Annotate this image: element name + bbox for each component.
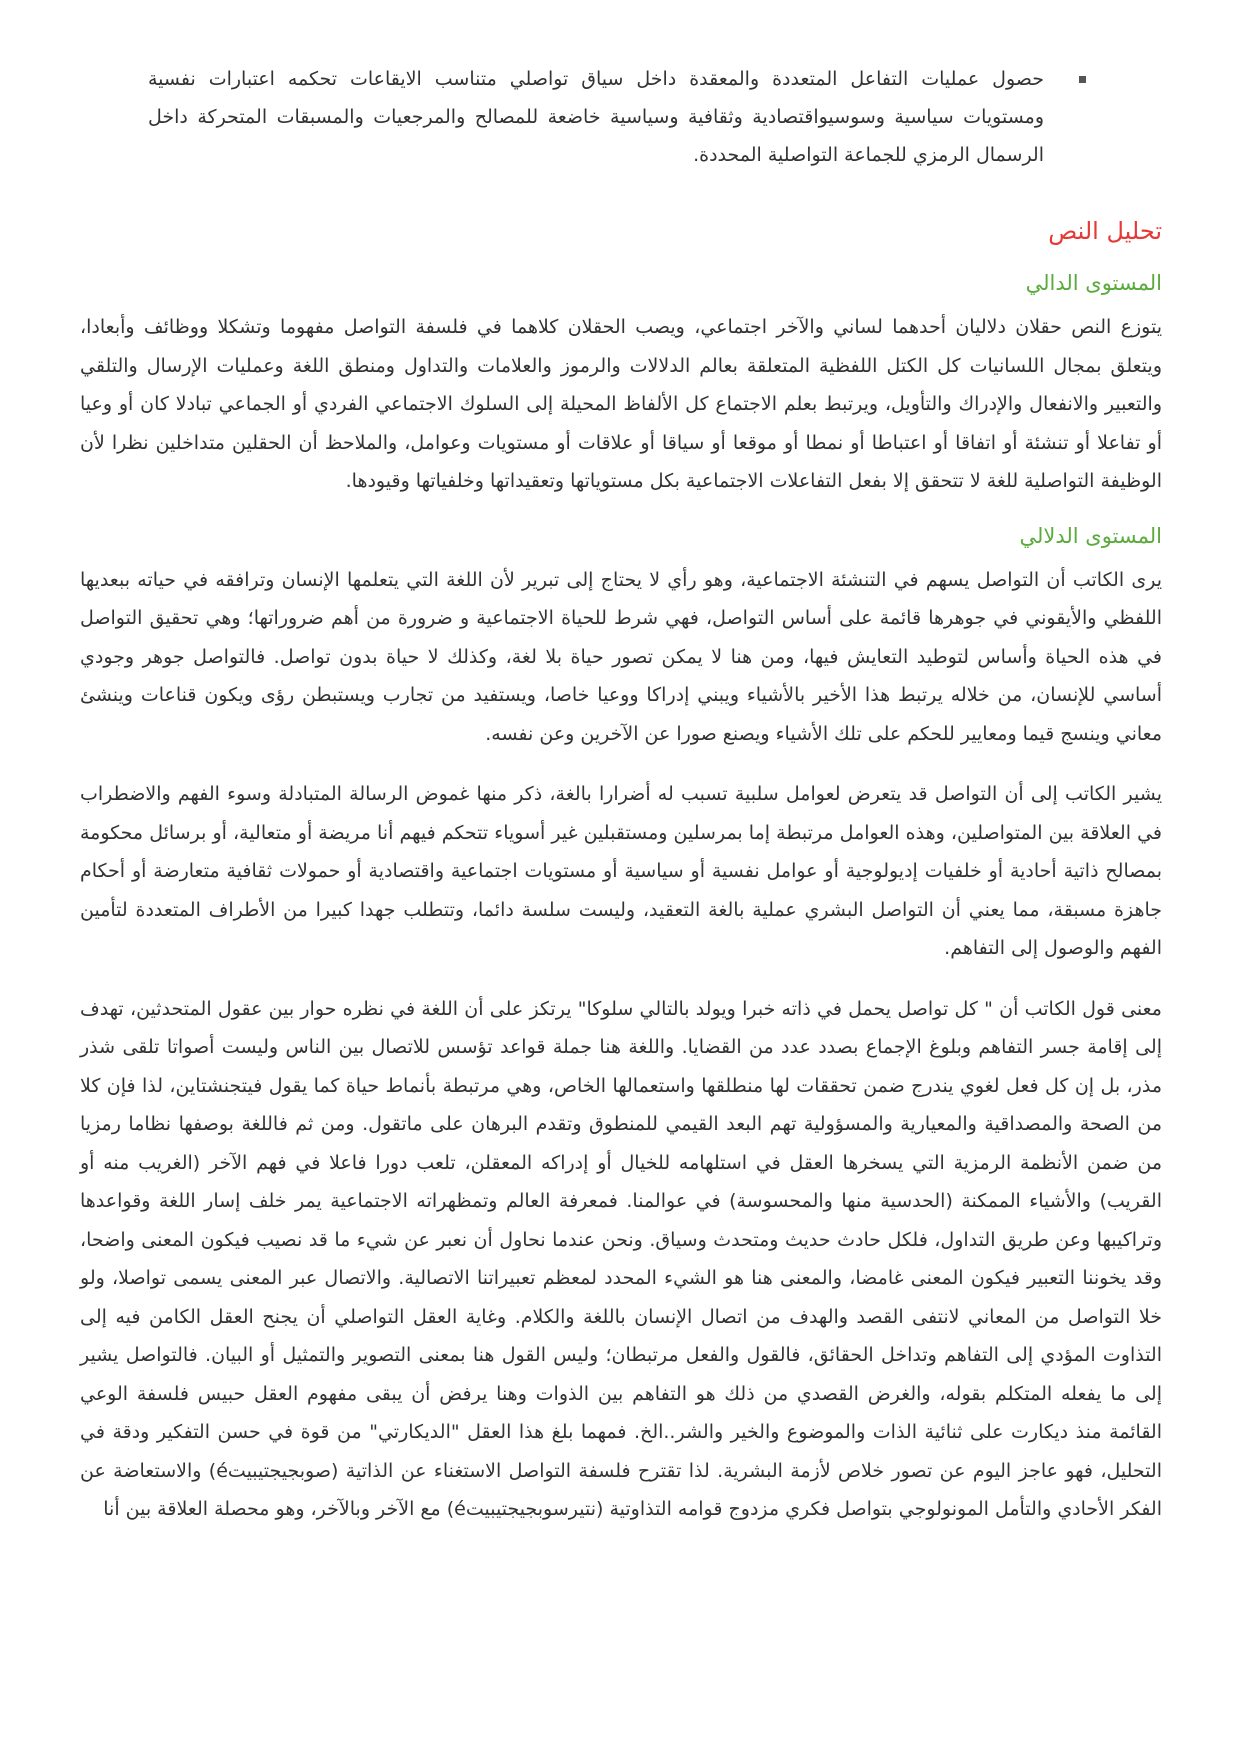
- subsection-title-semantic-level: المستوى الدلالي: [1019, 523, 1162, 548]
- paragraph: يتوزع النص حقلان دلاليان أحدهما لساني والآخر اجتماعي، ويصب الحقلان كلاهما في فلسفة التواصل مفهوما وتشكلا ووظائف وأبعادا، ويتعلق بمجال اللسانيات كل الكتل اللفظية المتعلقة بعالم الدلالات والرموز والعلامات والتداول ومنطق اللغة وعمليات الإرسال والتلقي والتعبير والانفعال والإدراك والتأويل، ويرتبط بعلم الاجتماع كل الألفاظ المحيلة إلى السلوك الاجتماعي الفردي أو الجماعي تبادلا كان أو وعيا أو تفاعلا أو تنشئة أو اتفاقا أو اعتباطا أو نمطا أو موقعا أو سياقا أو علاقات أو مستويات وعوامل، والملاحظ أن الحقلين متداخلين نظرا لأن الوظيفة التواصلية للغة لا تتحقق إلا بفعل التفاعلات الاجتماعية بكل مستوياتها وتعقيداتها وخلفياتها وقيودها.: [80, 316, 1162, 492]
- square-bullet-icon: [1079, 76, 1086, 83]
- paragraph: معنى قول الكاتب أن " كل تواصل يحمل في ذاته خبرا ويولد بالتالي سلوكا" يرتكز على أن اللغة في نظره حوار بين عقول المتحدثين، تهدف إلى إقامة جسر التفاهم وبلوغ الإجماع بصدد عدد من القضايا. واللغة هنا جملة قواعد تؤسس للاتصال بين الناس وليست أصواتا تلقى شذر مذر، بل إن كل فعل لغوي يندرج ضمن تحققات لها منطلقها واستعمالها الخاص، وهي مرتبطة بأنماط حياة كما يقول فيتجنشتاين، لذا فإن كلا من الصحة والمصداقية والمعيارية والمسؤولية تهم البعد القيمي للمنطوق وتقدم البرهان على ماتقول. ومن ثم فاللغة بوصفها نظاما رمزيا من ضمن الأنظمة الرمزية التي يسخرها العقل في استلهامه للخيال أو إدراكه المعقلن، تلعب دورا فاعلا في فهم الآخر (الغريب منه أو القريب) والأشياء الممكنة (الحدسية منها والمحسوسة) في عوالمنا. فمعرفة العالم وتمظهراته الاجتماعية يمر خلف إسار اللغة وقواعدها وتراكيبها وعن طريق التداول، فلكل حادث حديث ومتحدث وسياق. ونحن عندما نحاول أن نعبر عن شيء ما قد نصيب فيكون المعنى واضحا، وقد يخوننا التعبير فيكون المعنى غامضا، والمعنى هنا هو الشيء المحدد لمعظم تعبيراتنا الاتصالية. والاتصال عبر المعنى يسمى تواصلا، ولو خلا التواصل من المعاني لانتفى القصد والهدف من اتصال الإنسان باللغة والكلام. وغاية العقل التواصلي أن يجنح العقل الكامن فيه إلى التذاوت المؤدي إلى التفاهم وتداخل الحقائق، فالقول والفعل مرتبطان؛ وليس القول هنا بمعنى التصوير والتمثيل أو البيان. فالتواصل يشير إلى ما يفعله المتكلم بقوله، والغرض القصدي من ذلك هو التفاهم بين الذوات وهنا يرفض أن يبقى مفهوم العقل حبيس فلسفة الوعي القائمة منذ ديكارت على ثنائية الذات والموضوع والخير والشر..الخ. فمهما بلغ هذا العقل "الديكارتي" من قوة في حسن التفكير ودقة في التحليل، فهو عاجز اليوم عن تصور خلاص لأزمة البشرية. لذا تقترح فلسفة التواصل الاستغناء عن الذاتية (صوبجيجتيبيتé) والاستعاضة عن الفكر الأحادي والتأمل المونولوجي بتواصل فكري مزدوج قوامه التذاوتية (نتيرسوبجيجتيبيتé) مع الآخر وبالآخر، وهو محصلة العلاقة بين أنا: [80, 997, 1162, 1520]
- section-title: تحليل النص: [1048, 217, 1162, 245]
- paragraph: يشير الكاتب إلى أن التواصل قد يتعرض لعوامل سلبية تسبب له أضرارا بالغة، ذكر منها غموض الرسالة المتبادلة وسوء الفهم والاضطراب في العلاقة بين المتواصلين، وهذه العوامل مرتبطة إما بمرسلين ومستقبلين غير أسوياء تتحكم فيهم أنا مريضة أو متعالية، أو برسائل محكومة بمصالح ذاتية أحادية أو خلفيات إديولوجية أو عوامل نفسية أو سياسية أو مستويات اجتماعية واقتصادية أو حمولات ثقافية متعارضة أو أحكام جاهزة مسبقة، مما يعني أن التواصل البشري عملية بالغة التعقيد، وليست سلسة دائما، وتتطلب جهدا كبيرا من الأطراف المتعددة لتأمين الفهم والوصول إلى التفاهم.: [80, 783, 1162, 959]
- bullet-item: [148, 60, 1102, 174]
- bullet-text: حصول عمليات التفاعل المتعددة والمعقدة داخل سياق تواصلي متناسب الايقاعات تحكمه اعتبارات نفسية ومستويات سياسية وسوسيواقتصادية وثقافية وسياسية خاضعة للمصالح والمرجعيات والمسبقات المتحركة داخل الرسمال الرمزي للجماعة التواصلية المحددة.: [148, 68, 1044, 166]
- subsection-title-signifier-level: المستوى الدالي: [1025, 271, 1162, 295]
- paragraph: يرى الكاتب أن التواصل يسهم في التنشئة الاجتماعية، وهو رأي لا يحتاج إلى تبرير لأن اللغة التي يتعلمها الإنسان وترافقه في حياته ببعديها اللفظي والأيقوني في جوهرها قائمة على أساس التواصل، فهي شرط للحياة الاجتماعية و ضرورة من أهم ضروراتها؛ وهي تحقيق التواصل في هذه الحياة وأساس لتوطيد التعايش فيها، ومن هنا لا يمكن تصور حياة بلا لغة، وكذلك لا حياة بدون تواصل. فالتواصل جوهر وجودي أساسي للإنسان، من خلاله يرتبط هذا الأخير بالأشياء ويبني إدراكا ووعيا خاصا، ويستفيد من تجارب ويستبطن رؤى ويكون قناعات وينشئ معاني وينسج قيما ومعايير للحكم على تلك الأشياء ويصنع صورا عن الآخرين وعن نفسه.: [80, 568, 1162, 745]
